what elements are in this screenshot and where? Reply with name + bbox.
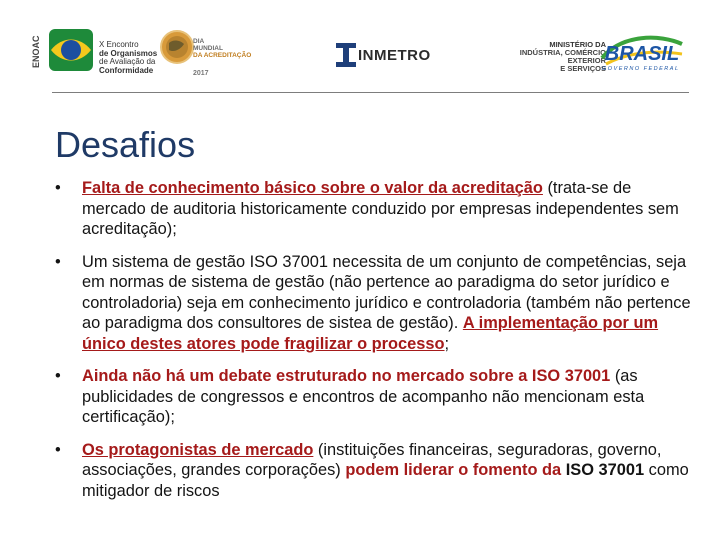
enoac-line: Conformidade <box>99 65 154 75</box>
bullet-dot: • <box>55 367 61 385</box>
bullet-text: (trata-se de mercado de auditoria historicamente conduzido por empresas independentes sem acreditação); <box>82 179 679 238</box>
ministry-line: INDÚSTRIA, COMÉRCIO EXTERIOR <box>519 48 606 65</box>
ministry-line: MINISTÉRIO DA <box>549 40 606 49</box>
ministry-label <box>498 41 606 73</box>
bullet-item <box>55 252 695 355</box>
enoac-title <box>99 41 169 75</box>
ministry-line: E SERVIÇOS <box>560 64 606 73</box>
world-accreditation-day-globe-icon <box>160 28 194 66</box>
bullet-text: (as publicidades de congressos e encontros de acompanho não mencionam esta certificação); <box>82 367 645 426</box>
bullet-standard: ISO 37001 <box>565 461 645 479</box>
bullet-emphasis: podem liderar o fomento da <box>345 461 566 479</box>
brasil-government-logo <box>598 30 686 70</box>
enoac-line: X Encontro <box>99 40 139 49</box>
slide-title: Desafios <box>55 124 196 165</box>
dma-title <box>193 38 273 59</box>
header-banner <box>0 0 720 94</box>
enoac-line: de Organismos <box>99 48 158 58</box>
bullet-item <box>55 366 695 428</box>
bullet-dot: • <box>55 440 61 459</box>
dma-line: DIA <box>193 38 205 45</box>
enoac-line: de Avaliação da <box>99 57 156 66</box>
brasil-gov-label: GOVERNO FEDERAL <box>602 66 680 72</box>
dma-year: 2017 <box>193 70 209 77</box>
dma-line: MUNDIAL <box>193 45 223 52</box>
bullet-emphasis: Os protagonistas de mercado <box>82 440 314 459</box>
inmetro-logo-icon <box>336 43 356 67</box>
inmetro-wordmark: INMETRO <box>358 47 431 64</box>
bullet-text: (instituições financeiras, seguradoras, governo, associações, grandes corporações) <box>82 440 662 479</box>
bullet-dot: • <box>55 252 61 271</box>
header-divider <box>52 92 689 93</box>
bullet-text: como mitigador de riscos <box>82 461 689 500</box>
enoac-logo-icon <box>48 28 94 72</box>
bullet-emphasis: Falta de conhecimento básico sobre o valor da acreditação <box>82 179 543 197</box>
bullet-text: ; <box>444 334 450 353</box>
dma-line: DA ACREDITAÇÃO <box>193 52 252 59</box>
bullet-emphasis: Ainda não há um debate estruturado no mercado sobre a ISO 37001 <box>82 367 611 385</box>
bullet-dot: • <box>55 179 61 197</box>
bullet-item <box>55 440 695 502</box>
bullet-list <box>55 178 695 513</box>
enoac-vertical-label: ENOAC <box>31 35 41 69</box>
bullet-item <box>55 178 695 240</box>
brasil-wordmark: BRASIL <box>604 43 680 65</box>
bullet-text: Um sistema de gestão ISO 37001 necessita de um conjunto de competências, seja em normas de sistema de gestão (não pertence ao paradigma do setor jurídico e controladoria) seja em conhecimento jurídico e controladoria (também não pertence ao paradigma dos consultores de sistea de gestão). <box>82 252 691 332</box>
bullet-emphasis: A implementação por um único destes atores pode fragilizar o processo <box>82 314 659 353</box>
